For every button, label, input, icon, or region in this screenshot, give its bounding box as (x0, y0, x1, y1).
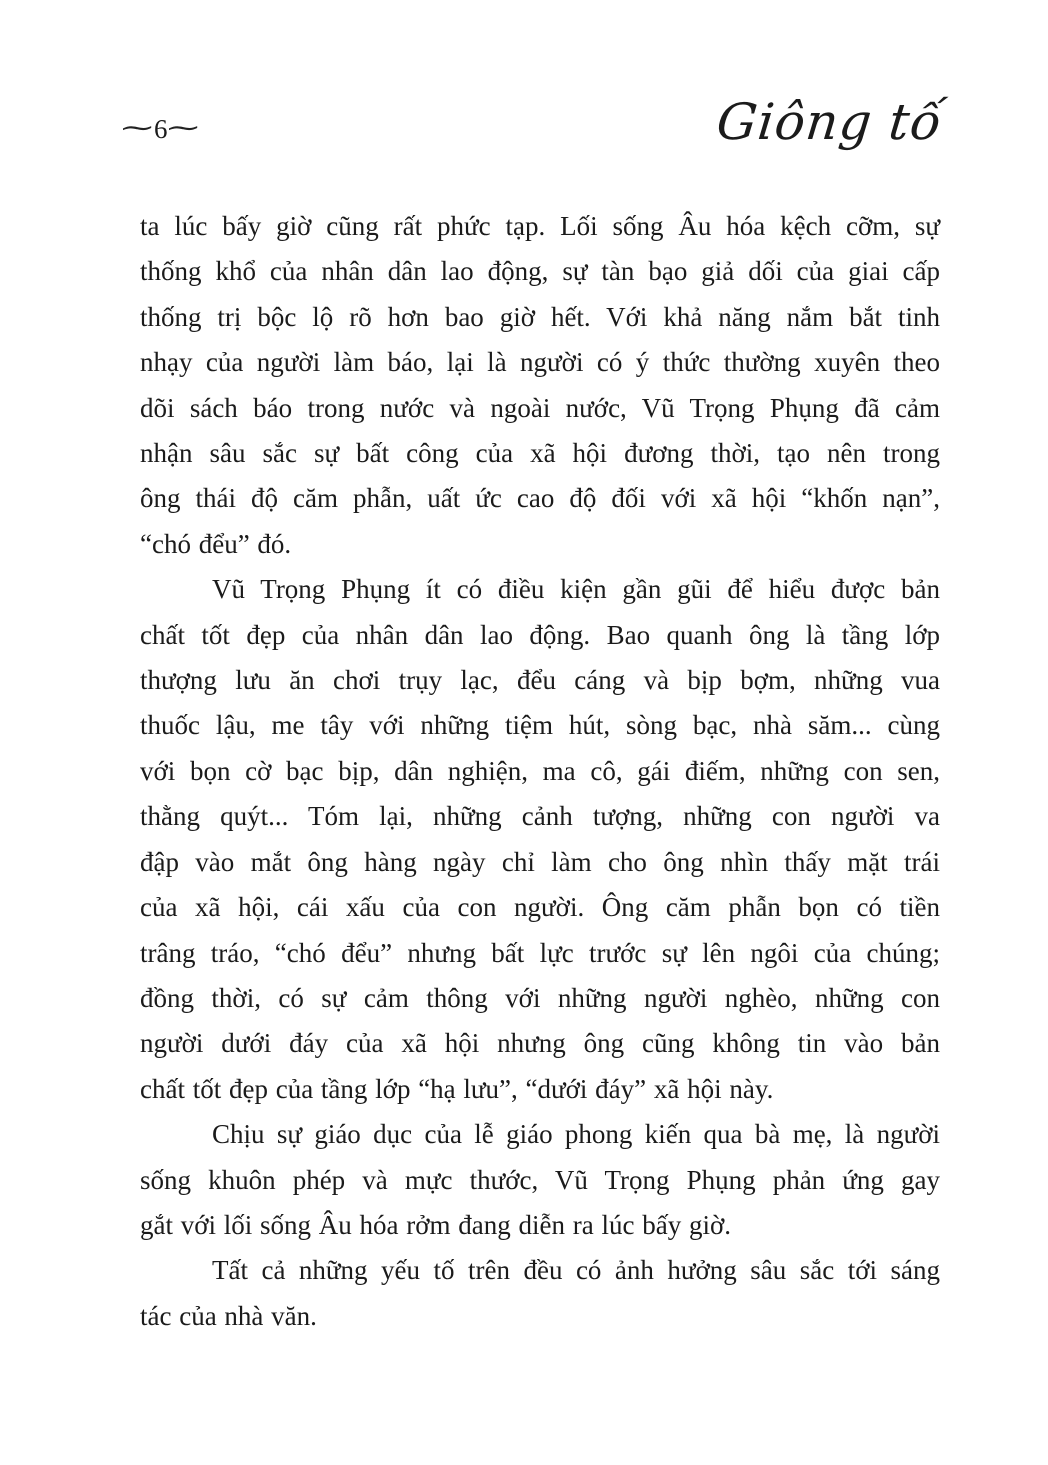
text-line: với bọn cờ bạc bịp, dân nghiện, ma cô, gái điếm, những con sen, (140, 755, 940, 786)
paragraph (140, 1112, 940, 1248)
text-line: thượng lưu ăn chơi trụy lạc, đểu cáng và bịp bợm, những vua (140, 665, 940, 696)
swash-ornament-right-icon: ∼ (164, 115, 205, 142)
paragraph (140, 1248, 940, 1339)
text-line: sống khuôn phép và mực thước, Vũ Trọng Phụng phản ứng gay (140, 1164, 940, 1195)
text-line: ông thái độ căm phẫn, uất ức cao độ đối với xã hội “khốn nạn”, (140, 483, 940, 514)
text-line: đồng thời, có sự cảm thông với những người nghèo, những con (140, 982, 940, 1013)
text-line: Chịu sự giáo dục của lễ giáo phong kiến qua bà mẹ, là người (212, 1119, 940, 1150)
text-line: thống trị bộc lộ rõ hơn bao giờ hết. Với khả năng nắm bắt tinh (140, 301, 940, 332)
text-line: nhạy của người làm báo, lại là người có ý thức thường xuyên theo (140, 347, 940, 378)
text-line: dõi sách báo trong nước và ngoài nước, Vũ Trọng Phụng đã cảm (140, 392, 940, 423)
text-line: “chó đểu” đó. (140, 528, 292, 559)
text-line: nhận sâu sắc sự bất công của xã hội đương thời, tạo nên trong (140, 438, 940, 469)
text-line: ta lúc bấy giờ cũng rất phức tạp. Lối sống Âu hóa kệch cỡm, sự (140, 211, 940, 241)
text-line: thằng quýt... Tóm lại, những cảnh tượng, những con người va (140, 801, 940, 832)
text-line: tác của nhà văn. (140, 1300, 317, 1331)
text-line: trâng tráo, “chó đểu” nhưng bất lực trước sự lên ngôi của chúng; (140, 937, 940, 968)
text-line: người dưới đáy của xã hội nhưng ông cũng không tin vào bản (140, 1028, 940, 1059)
text-line: Tất cả những yếu tố trên đều có ảnh hưởng sâu sắc tới sáng (212, 1255, 940, 1286)
page-number-block (118, 114, 205, 145)
book-title: Giông tố (714, 93, 946, 151)
text-line: chất tốt đẹp của nhân dân lao động. Bao quanh ông là tầng lớp (140, 619, 940, 650)
swash-ornament-left-icon: ∼ (118, 115, 158, 142)
paragraph (140, 204, 940, 567)
text-line: thống khổ của nhân dân lao động, sự tàn bạo giả dối của giai cấp (140, 256, 940, 287)
text-block (140, 204, 940, 1339)
text-line: gắt với lối sống Âu hóa rởm đang diễn ra lúc bấy giờ. (140, 1209, 731, 1240)
text-line: của xã hội, cái xấu của con người. Ông căm phẫn bọn có tiền (140, 892, 940, 923)
page-header (118, 90, 946, 155)
text-line: đập vào mắt ông hàng ngày chỉ làm cho ông nhìn thấy mặt trái (140, 846, 940, 877)
text-line: thuốc lậu, me tây với những tiệm hút, sòng bạc, nhà săm... cùng (140, 710, 940, 741)
text-line: chất tốt đẹp của tầng lớp “hạ lưu”, “dưới đáy” xã hội này. (140, 1073, 774, 1104)
page-number: 6 (153, 114, 169, 144)
text-line: Vũ Trọng Phụng ít có điều kiện gần gũi để hiểu được bản (212, 574, 940, 605)
paragraph (140, 567, 940, 1112)
